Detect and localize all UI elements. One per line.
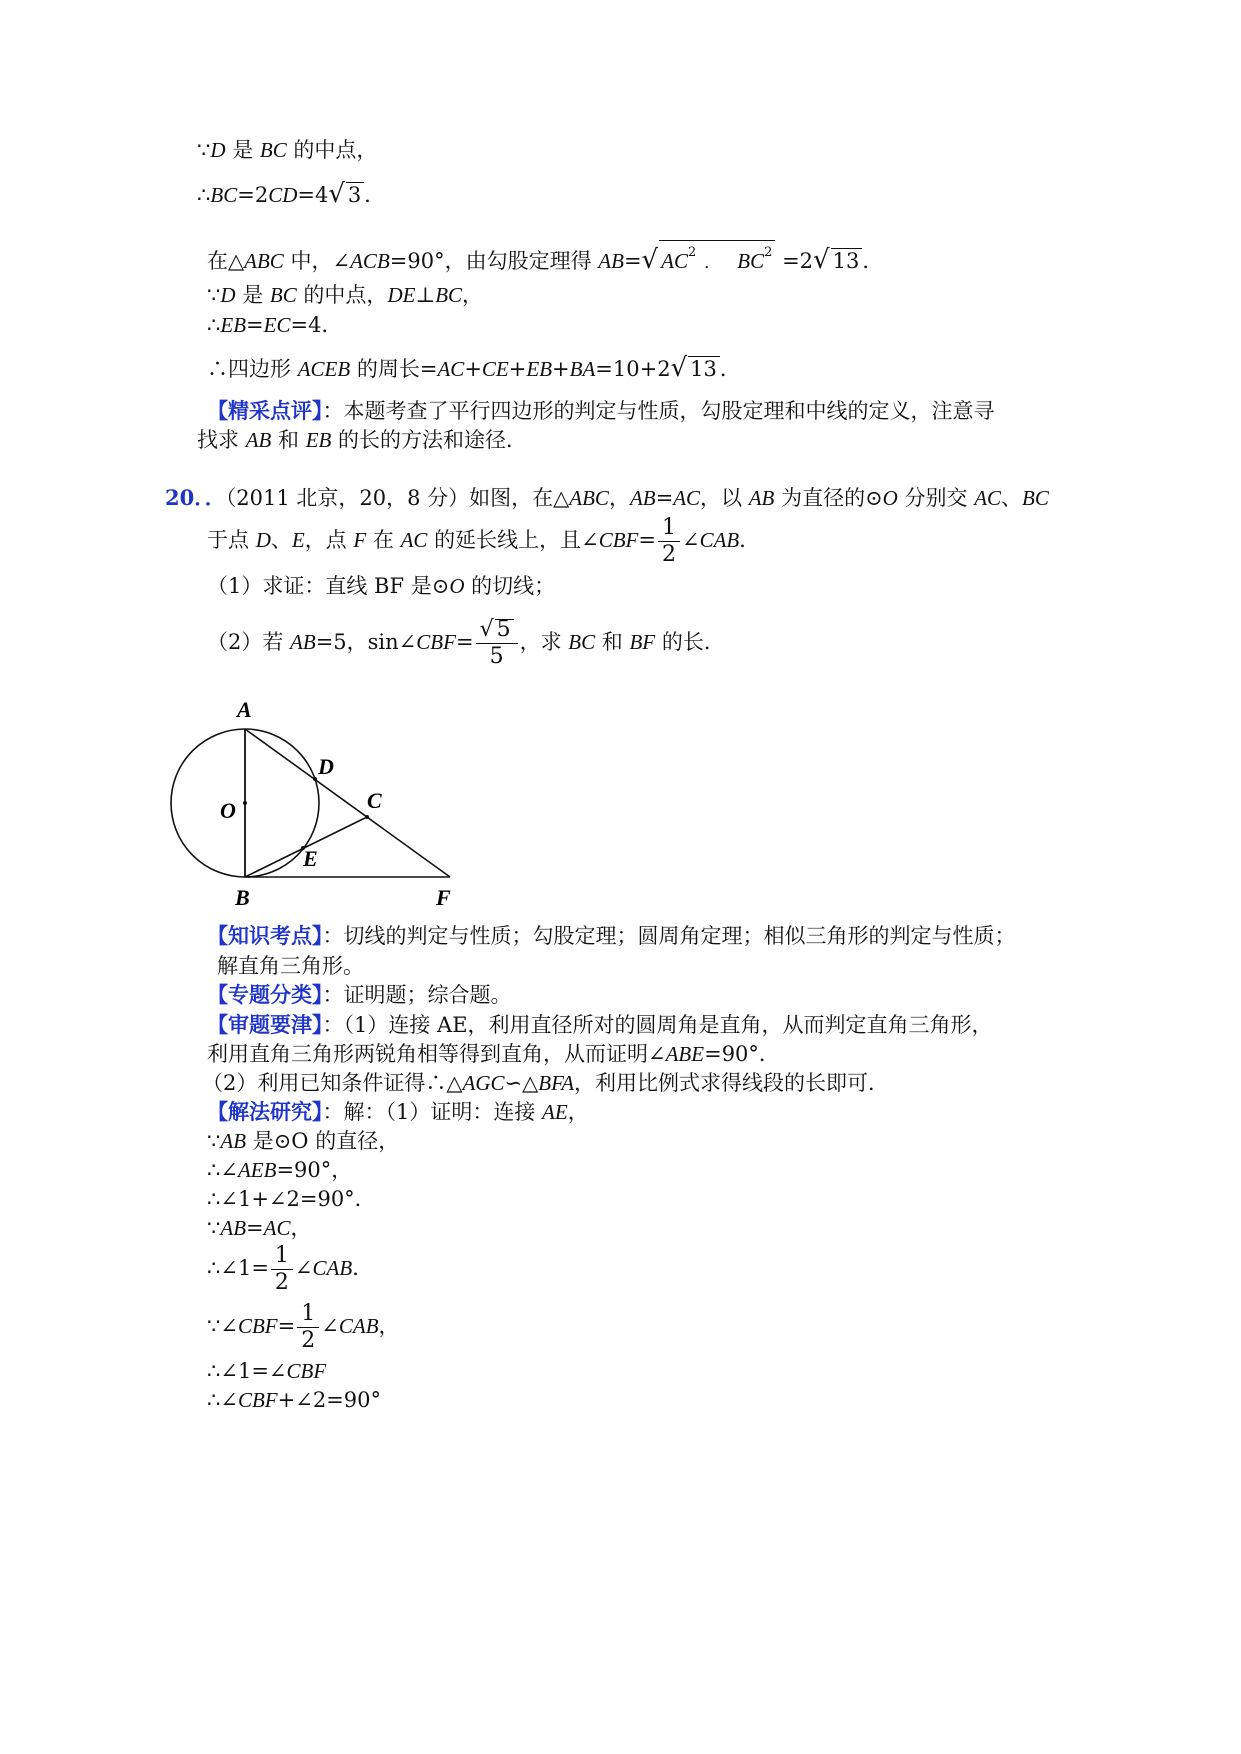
label-c: C [367, 788, 382, 813]
comment-line-2: 找求 AB 和 EB 的长的方法和途径． [197, 428, 528, 452]
line-d-midpoint-1: ∵D 是 BC 的中点， [197, 138, 378, 162]
hint-tag: 【审题要津】 [207, 1012, 323, 1037]
radical-sign: √ [641, 245, 659, 275]
question-number: 20 [165, 485, 195, 510]
label-e: E [303, 846, 318, 871]
comment-line-1: 【精采点评】：本题考查了平行四边形的判定与性质，勾股定理和中线的定义，注意寻 [207, 398, 995, 423]
point-c [365, 815, 369, 819]
radical-sign: √ [670, 353, 688, 383]
proof-step-3: ∴∠1+∠2=90°． [207, 1187, 376, 1211]
radical-sign: √ [328, 179, 345, 209]
fraction-half: $\frac{1}{2}$ [271, 1243, 293, 1296]
question-20-line-2: 于点 D、E，点 F 在 AC 的延长线上，且∠CBF= $\frac{1}{2}$ ∠CAB． [207, 515, 761, 567]
proof-step-2: ∴∠AEB=90°， [207, 1158, 353, 1182]
knowledge-line-1: 【知识考点】：切线的判定与性质；勾股定理；圆周角定理；相似三角形的判定与性质； [207, 923, 1016, 948]
proof-step-5: ∴∠1= $\frac{1}{2}$ ∠CAB． [207, 1243, 374, 1295]
fraction-sqrt5-over-5: $\frac{√ 5}{5}$ [476, 617, 518, 670]
label-d: D [318, 754, 334, 779]
point-o [243, 801, 247, 805]
proof-step-8: ∴∠CBF+∠2=90° [207, 1388, 382, 1412]
knowledge-line-2: 解直角三角形。 [217, 954, 364, 978]
radical-sign: √ [813, 245, 830, 275]
label-f: F [436, 885, 451, 910]
proof-step-7: ∴∠1=∠CBF [207, 1359, 327, 1383]
proof-step-4: ∵AB=AC， [207, 1216, 312, 1240]
proof-step-1: ∵AB 是⊙O 的直径， [207, 1129, 400, 1153]
solution-line-1: 【解法研究】：解：（1）证明：连接 AE， [207, 1099, 589, 1124]
knowledge-tag: 【知识考点】 [207, 923, 323, 948]
line-bc-length: ∴BC=2CD=4√ 3 ． [197, 179, 386, 209]
label-a: A [237, 697, 252, 722]
question-20-part-1: （1）求证：直线 BF 是⊙O 的切线； [207, 574, 556, 598]
geometry-figure [160, 695, 460, 915]
solution-tag: 【解法研究】 [207, 1099, 323, 1124]
hint-line-2: 利用直角三角形两锐角相等得到直角，从而证明∠ABE=90°． [207, 1042, 780, 1066]
comment-tag: 【精采点评】 [207, 398, 323, 423]
line-d-midpoint-2: ∵D 是 BC 的中点，DE⊥BC， [207, 283, 484, 307]
hint-line-3: （2）利用已知条件证得∴△AGC∽△BFA，利用比例式求得线段的长即可． [202, 1071, 890, 1095]
radical-sign: √ [479, 617, 494, 642]
category-line: 【专题分类】：证明题；综合题。 [207, 982, 512, 1007]
question-20-part-2: （2）若 AB=5，sin∠CBF= $\frac{√ 5}{5}$ ，求 BC 和 BF 的长． [207, 617, 725, 669]
point-d [313, 777, 317, 781]
label-o: O [220, 798, 236, 823]
hint-line-1: 【审题要津】：（1）连接 AE，利用直径所对的圆周角是直角，从而判定直角三角形， [207, 1012, 993, 1037]
line-eb-ec: ∴EB=EC=4． [207, 313, 343, 337]
line-pythagoras: 在△ABC 中，∠ACB=90°，由勾股定理得 AB=√ $AC^2﹒$ $BC^2 =2√$ 13 ． [207, 240, 883, 275]
proof-step-6: ∵∠CBF= $\frac{1}{2}$ ∠CAB， [207, 1301, 400, 1353]
question-20-line-1: 20．．（2011 北京，20，8 分）如图，在△ABC，AB=AC，以 AB 为直径的⊙O 分别交 AC、BC [165, 485, 1049, 510]
fraction-half: $\frac{1}{2}$ [658, 515, 680, 568]
category-tag: 【专题分类】 [207, 982, 323, 1007]
label-b: B [235, 885, 250, 910]
fraction-half: $\frac{1}{2}$ [297, 1301, 319, 1354]
segment-af [245, 729, 450, 877]
line-perimeter: ∴四边形 ACEB 的周长=AC+CE+EB+BA=10+2√ 13 ． [207, 353, 741, 383]
radicand: $AC^2﹒$ $BC^2$ [659, 240, 775, 273]
